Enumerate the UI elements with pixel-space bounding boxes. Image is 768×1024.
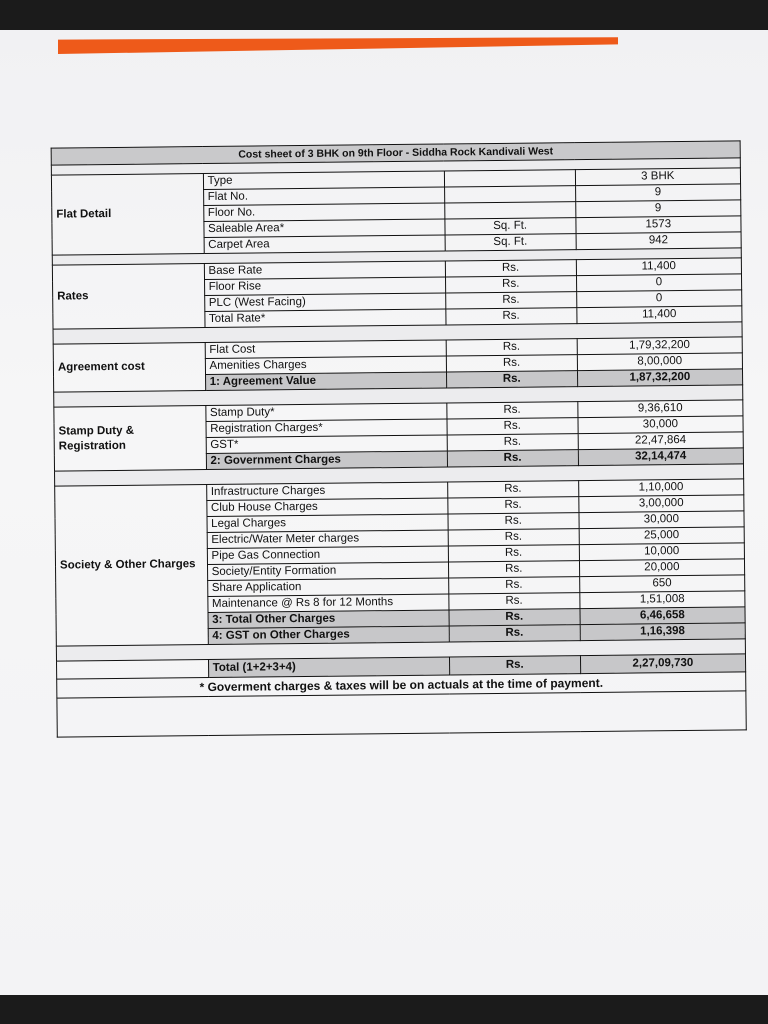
row-unit: Rs. xyxy=(449,593,580,610)
subtotal-label: 3: Total Other Charges xyxy=(208,610,449,629)
row-label: Flat No. xyxy=(203,187,444,206)
row-unit: Sq. Ft. xyxy=(445,234,576,251)
row-value: 30,000 xyxy=(578,416,744,434)
row-value: 9,36,610 xyxy=(577,400,743,418)
row-value: 650 xyxy=(579,575,745,593)
row-unit: Rs. xyxy=(448,497,579,514)
section-flat-detail: Flat Detail xyxy=(51,174,203,256)
row-unit: Rs. xyxy=(447,434,578,451)
row-unit: Rs. xyxy=(448,513,579,530)
row-label: PLC (West Facing) xyxy=(204,293,445,312)
total-label: Total (1+2+3+4) xyxy=(208,657,449,678)
row-unit xyxy=(444,170,575,187)
row-label: Carpet Area xyxy=(204,235,445,254)
row-label: Maintenance @ Rs 8 for 12 Months xyxy=(207,594,448,613)
row-value: 30,000 xyxy=(579,511,745,529)
row-unit: Sq. Ft. xyxy=(445,218,576,235)
row-value: 3,00,000 xyxy=(578,495,744,513)
subtotal-value: 1,87,32,200 xyxy=(577,369,743,387)
row-unit: Rs. xyxy=(448,577,579,594)
row-value: 22,47,864 xyxy=(578,432,744,450)
total-value: 2,27,09,730 xyxy=(580,654,746,674)
row-unit xyxy=(444,186,575,203)
total-blank-cell xyxy=(57,660,209,680)
sheet-title: Cost sheet of 3 BHK on 9th Floor - Siddha Rock Kandivali West xyxy=(51,141,740,165)
row-value: 1573 xyxy=(576,216,742,234)
subtotal-unit: Rs. xyxy=(447,450,578,467)
row-unit: Rs. xyxy=(445,276,576,293)
row-unit xyxy=(444,202,575,219)
footnote: * Goverment charges & taxes will be on actuals at the time of payment. xyxy=(57,672,746,698)
subtotal-unit: Rs. xyxy=(449,625,580,642)
subtotal-label: 1: Agreement Value xyxy=(205,372,446,391)
row-label: Legal Charges xyxy=(207,514,448,533)
row-unit: Rs. xyxy=(445,260,576,277)
row-label: Floor Rise xyxy=(204,277,445,296)
row-label: Electric/Water Meter charges xyxy=(207,530,448,549)
empty-footer-row xyxy=(57,691,746,737)
subtotal-unit: Rs. xyxy=(449,609,580,626)
row-label: GST* xyxy=(206,435,447,454)
row-value: 1,51,008 xyxy=(579,591,745,609)
subtotal-value: 6,46,658 xyxy=(580,607,746,625)
row-label: Registration Charges* xyxy=(206,419,447,438)
row-unit: Rs. xyxy=(447,481,578,498)
cost-table xyxy=(51,140,747,737)
row-value: 9 xyxy=(575,200,741,218)
row-unit: Rs. xyxy=(448,561,579,578)
row-value: 20,000 xyxy=(579,559,745,577)
row-unit: Rs. xyxy=(445,292,576,309)
row-label: Infrastructure Charges xyxy=(206,482,447,501)
row-value: 0 xyxy=(576,290,742,308)
row-unit: Rs. xyxy=(448,545,579,562)
subtotal-label: 2: Government Charges xyxy=(206,451,447,470)
row-label: Pipe Gas Connection xyxy=(207,546,448,565)
row-value: 1,10,000 xyxy=(578,479,744,497)
row-label: Club House Charges xyxy=(206,498,447,517)
row-value: 1,79,32,200 xyxy=(577,337,743,355)
row-label: Total Rate* xyxy=(204,309,445,328)
row-value: 9 xyxy=(575,184,741,202)
row-value: 25,000 xyxy=(579,527,745,545)
row-value: 0 xyxy=(576,274,742,292)
row-value: 11,400 xyxy=(576,306,742,324)
row-value: 11,400 xyxy=(576,258,742,276)
section-agreement-cost: Agreement cost xyxy=(53,343,205,393)
row-label: Flat Cost xyxy=(205,340,446,359)
row-label: Type xyxy=(203,171,444,190)
row-label: Stamp Duty* xyxy=(205,403,446,422)
row-unit: Rs. xyxy=(446,339,577,356)
row-unit: Rs. xyxy=(446,308,577,325)
row-label: Share Application xyxy=(207,578,448,597)
subtotal-label: 4: GST on Other Charges xyxy=(208,626,449,645)
row-label: Amenities Charges xyxy=(205,356,446,375)
cost-sheet xyxy=(51,140,748,795)
column-header: 3 BHK xyxy=(575,168,741,186)
section-society-charges: Society & Other Charges xyxy=(55,485,208,647)
row-label: Society/Entity Formation xyxy=(207,562,448,581)
row-label: Base Rate xyxy=(204,261,445,280)
row-unit: Rs. xyxy=(447,402,578,419)
subtotal-value: 1,16,398 xyxy=(580,623,746,641)
row-value: 8,00,000 xyxy=(577,353,743,371)
row-label: Saleable Area* xyxy=(203,219,444,238)
subtotal-value: 32,14,474 xyxy=(578,448,744,466)
row-unit: Rs. xyxy=(447,418,578,435)
row-value: 10,000 xyxy=(579,543,745,561)
section-rates: Rates xyxy=(52,264,204,330)
row-unit: Rs. xyxy=(446,355,577,372)
row-label: Floor No. xyxy=(203,203,444,222)
row-value: 942 xyxy=(576,232,742,250)
total-unit: Rs. xyxy=(449,656,580,675)
subtotal-unit: Rs. xyxy=(446,371,577,388)
section-stamp-duty: Stamp Duty & Registration xyxy=(54,406,206,472)
row-unit: Rs. xyxy=(448,529,579,546)
